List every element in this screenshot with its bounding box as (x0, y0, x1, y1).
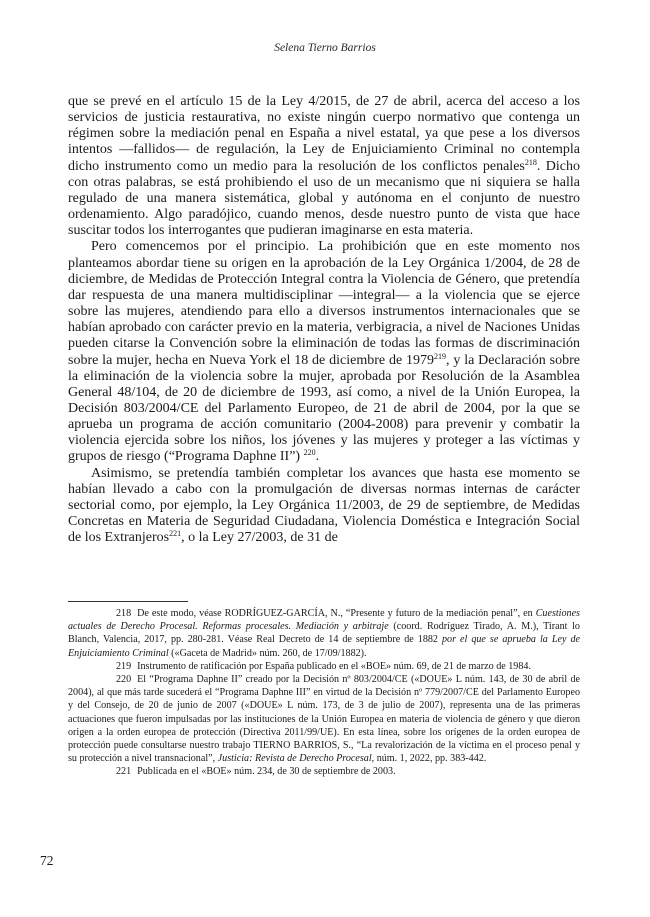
footnote-number: 218 (116, 608, 132, 619)
italic-title: por el que se aprueba la Ley de Enjuiciamiento Criminal (68, 634, 580, 659)
paragraph (68, 94, 580, 239)
text-run: El “Programa Daphne II” creado por la Decisión nº 803/2004/CE («DOUE» L núm. 143, de 30 de abril de 2004), al que más tarde sucederá el “Programa Daphne III” en virtud de la Decisión nº 779/2007/CE del Parlamento Europeo y del Consejo, de 20 de junio de 2007 («DOUE» L núm. 173, de 3 de julio de 2007), representa una de las primeras actuaciones que fueron impulsadas por las instituciones de la Unión Europea en materia de violencia de género y que dieron origen a la orden europea de protección (Directiva 2011/99/UE). En esta línea, sobre los orígenes de la orden europea de protección puede consultarse nuestro trabajo TIERNO BARRIOS, S., “La revalorización de la víctima en el proceso penal y su protección a nivel transnacional”, (68, 674, 580, 765)
italic-title: Cuestiones actuales de Derecho Procesal. Reformas procesales. Mediación y arbitraje (68, 608, 580, 633)
text-run: Asimismo, se pretendía también completar los avances que hasta ese momento se habían llevado a cabo con la promulgación de diversas normas internas de carácter sectorial como, por ejemplo, la Ley Orgánica 11/2003, de 29 de septiembre, de Medidas Concretas en Materia de Seguridad Ciudadana, Violencia Doméstica e Integración Social de los Extranjeros (68, 465, 580, 546)
footnote-218 (68, 607, 580, 660)
footnote-ref[interactable]: 220 (303, 448, 316, 458)
footnote-219 (68, 660, 580, 673)
text-run: que se prevé en el artículo 15 de la Ley 4/2015, de 27 de abril, acerca del acceso a los servicios de justicia restaurativa, no existe ningún cuerpo normativo que contenga un régimen sobre la mediación penal en España a nivel estatal, ya que pese a los diversos intentos —fallidos— de regulación, la Ley de Enjuiciamiento Criminal no contempla dicho instrumento como un medio para la resolución de los conflictos penales (68, 94, 580, 174)
running-header: Selena Tierno Barrios (274, 42, 376, 54)
footnotes (68, 607, 580, 779)
text-run: («Gaceta de Madrid» núm. 260, de 17/09/1882). (168, 647, 367, 659)
paragraph (68, 466, 580, 547)
text-run: . Dicho con otras palabras, se está prohibiendo el uso de un mecanismo que ni siquiera se halla regulado de una manera sistemática, global y autónoma en el conjunto de nuestro ordenamiento. Algo paradójico, cuando menos, desde nuestro punto de vista que hace suscitar todos los interrogantes que pudieran imaginarse en esta materia. (68, 158, 580, 239)
footnote-number: 220 (116, 674, 132, 686)
footnote-separator (68, 601, 188, 602)
text-run: , o la Ley 27/2003, de 31 de (181, 530, 338, 546)
text-run: Pero comencemos por el principio. La prohibición que en este momento nos planteamos abordar tiene su origen en la aprobación de la Ley Orgánica 1/2004, de 28 de diciembre, de Medidas de Protección Integral contra la Violencia de Género, que pretendía dar respuesta de una manera multidisciplinar —integral— a la violencia que se ejerce sobre las mujeres, atendiendo para ello a diversos instrumentos internacionales que se habían aprobado con carácter previo en la materia, verbigracia, a nivel de Naciones Unidas pueden citarse la Convención sobre la eliminación de todas las formas de discriminación sobre la mujer, hecha en Nueva York el 18 de diciembre de 1979 (68, 239, 580, 368)
text-run: (coord. Rodríguez Tirado, A. M.), Tirant lo Blanch, Valencia, 2017, pp. 280-281. Véase Real Decreto de 14 de septiembre de 1882 (68, 621, 580, 646)
text-run: , núm. 1, 2022, pp. 383-442. (371, 753, 487, 765)
footnote-221 (68, 765, 580, 778)
text-run: . (315, 449, 320, 465)
text-run: Instrumento de ratificación por España publicado en el «BOE» núm. 69, de 21 de marzo de 1984. (137, 660, 531, 672)
footnote-number: 221 (116, 766, 132, 778)
page-number: 72 (40, 853, 54, 868)
italic-title: Justicia: Revista de Derecho Procesal (217, 753, 372, 765)
footnote-number: 219 (116, 660, 132, 672)
main-text (68, 94, 580, 546)
paragraph (68, 239, 580, 465)
text-run: De este modo, véase RODRÍGUEZ-GARCÍA, N., “Presente y futuro de la mediación penal”, en (137, 608, 536, 619)
footnote-220 (68, 673, 580, 765)
footnote-ref[interactable]: 221 (169, 529, 182, 539)
footnote-ref[interactable]: 219 (434, 351, 447, 361)
footnote-ref[interactable]: 218 (524, 157, 537, 167)
text-run: , y la Declaración sobre la eliminación de la violencia sobre la mujer, aprobada por Resolución de la Asamblea General 48/104, de 20 de diciembre de 1993, así como, a nivel de la Unión Europea, la Decisión 803/2004/CE del Parlamento Europeo, de 21 de abril de 2004, por la que se aprueba un programa de acción comunitario (2004-2008) para prevenir y combatir la violencia ejercida sobre los niños, los jóvenes y las mujeres y proteger a las víctimas y grupos de riesgo (“Programa Daphne II”) (68, 352, 580, 465)
text-run: Publicada en el «BOE» núm. 234, de 30 de septiembre de 2003. (137, 766, 396, 778)
